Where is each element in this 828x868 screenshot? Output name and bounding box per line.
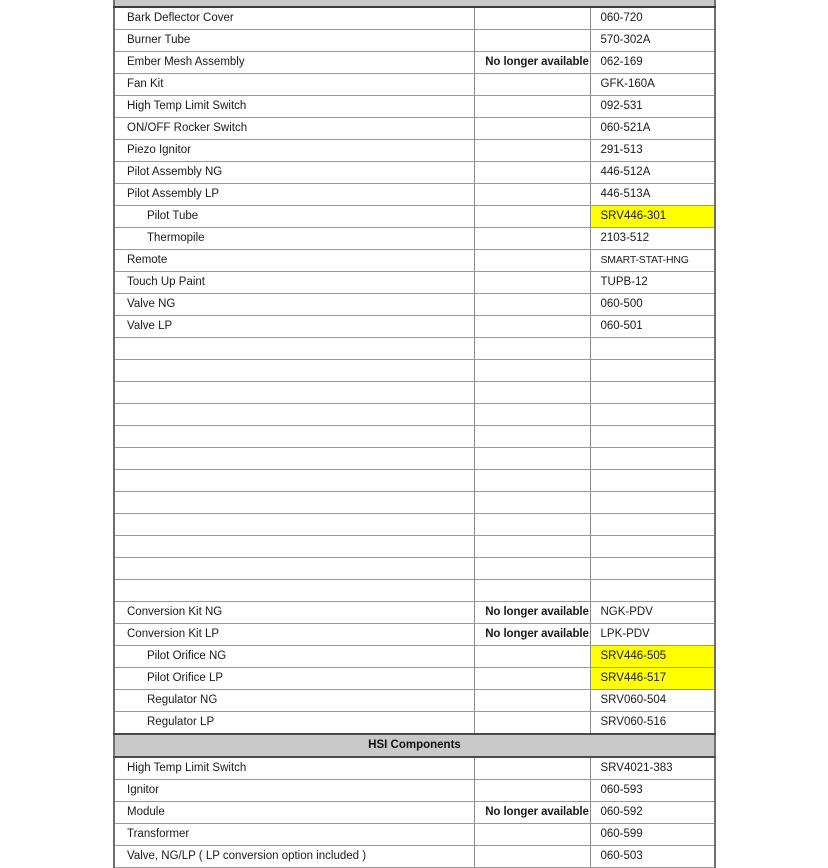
table-row	[114, 846, 715, 868]
cell-empty	[474, 536, 590, 558]
cell-description: Valve LP	[114, 316, 474, 338]
table-row	[114, 250, 715, 272]
table-row-empty	[114, 448, 715, 470]
cell-empty	[114, 536, 474, 558]
section-header-row	[114, 734, 715, 757]
parts-table-container	[113, 0, 714, 868]
cell-description: Conversion Kit LP	[114, 624, 474, 646]
cell-empty	[590, 404, 715, 426]
table-row	[114, 712, 715, 735]
cell-part-number: 446-512A	[590, 162, 715, 184]
cell-empty	[474, 514, 590, 536]
cell-empty	[590, 382, 715, 404]
table-row-empty	[114, 382, 715, 404]
cell-availability	[474, 30, 590, 52]
cell-empty	[114, 448, 474, 470]
table-row	[114, 118, 715, 140]
cell-description: Burner Tube	[114, 30, 474, 52]
cell-part-number: 062-169	[590, 52, 715, 74]
cell-part-number: SRV060-516	[590, 712, 715, 735]
cell-availability	[474, 140, 590, 162]
table-top-band-cell	[114, 0, 715, 7]
cell-availability: No longer available	[474, 52, 590, 74]
cell-part-number: 570-302A	[590, 30, 715, 52]
cell-availability	[474, 118, 590, 140]
cell-description: Touch Up Paint	[114, 272, 474, 294]
cell-part-number: 2103-512	[590, 228, 715, 250]
cell-description: High Temp Limit Switch	[114, 757, 474, 780]
cell-availability	[474, 668, 590, 690]
cell-availability	[474, 712, 590, 735]
cell-availability	[474, 206, 590, 228]
cell-empty	[474, 558, 590, 580]
cell-availability	[474, 824, 590, 846]
cell-empty	[474, 470, 590, 492]
table-row	[114, 624, 715, 646]
cell-empty	[114, 404, 474, 426]
table-row	[114, 140, 715, 162]
cell-empty	[590, 536, 715, 558]
cell-availability	[474, 780, 590, 802]
cell-part-number: SRV4021-383	[590, 757, 715, 780]
table-row	[114, 824, 715, 846]
table-row-empty	[114, 360, 715, 382]
table-row	[114, 52, 715, 74]
table-row	[114, 96, 715, 118]
cell-empty	[474, 382, 590, 404]
cell-empty	[474, 492, 590, 514]
cell-availability	[474, 184, 590, 206]
cell-empty	[114, 558, 474, 580]
table-row	[114, 668, 715, 690]
cell-empty	[590, 338, 715, 360]
cell-availability: No longer available	[474, 602, 590, 624]
cell-part-number: LPK-PDV	[590, 624, 715, 646]
parts-table-body	[114, 0, 715, 868]
cell-description: Valve NG	[114, 294, 474, 316]
table-row	[114, 74, 715, 96]
table-row	[114, 294, 715, 316]
cell-availability	[474, 846, 590, 868]
parts-table	[113, 0, 716, 868]
cell-part-number-highlighted: SRV446-301	[590, 206, 715, 228]
cell-part-number: 060-599	[590, 824, 715, 846]
cell-description: High Temp Limit Switch	[114, 96, 474, 118]
cell-empty	[114, 470, 474, 492]
table-row-empty	[114, 404, 715, 426]
table-row	[114, 30, 715, 52]
cell-availability	[474, 162, 590, 184]
cell-description: Piezo Ignitor	[114, 140, 474, 162]
cell-empty	[590, 492, 715, 514]
cell-empty	[114, 580, 474, 602]
table-row	[114, 690, 715, 712]
cell-part-number: 092-531	[590, 96, 715, 118]
cell-empty	[114, 360, 474, 382]
cell-description: Ember Mesh Assembly	[114, 52, 474, 74]
cell-empty	[474, 338, 590, 360]
table-row	[114, 206, 715, 228]
cell-part-number: SRV060-504	[590, 690, 715, 712]
cell-empty	[474, 448, 590, 470]
cell-description: Pilot Tube	[114, 206, 474, 228]
cell-empty	[474, 404, 590, 426]
table-row-empty	[114, 470, 715, 492]
cell-empty	[474, 360, 590, 382]
cell-empty	[590, 514, 715, 536]
cell-empty	[114, 492, 474, 514]
cell-empty	[590, 470, 715, 492]
cell-availability	[474, 294, 590, 316]
table-row	[114, 602, 715, 624]
cell-part-number: 060-592	[590, 802, 715, 824]
cell-empty	[114, 426, 474, 448]
cell-empty	[590, 558, 715, 580]
cell-description: Ignitor	[114, 780, 474, 802]
cell-availability: No longer available	[474, 624, 590, 646]
cell-availability	[474, 7, 590, 30]
table-row-empty	[114, 338, 715, 360]
table-row	[114, 228, 715, 250]
cell-availability	[474, 757, 590, 780]
cell-empty	[114, 338, 474, 360]
cell-part-number: 060-503	[590, 846, 715, 868]
cell-description: Pilot Assembly LP	[114, 184, 474, 206]
cell-part-number: TUPB-12	[590, 272, 715, 294]
cell-part-number: SMART-STAT-HNG	[590, 250, 715, 272]
table-row	[114, 780, 715, 802]
cell-empty	[474, 426, 590, 448]
cell-empty	[590, 360, 715, 382]
cell-part-number: 446-513A	[590, 184, 715, 206]
table-row-empty	[114, 536, 715, 558]
cell-availability	[474, 96, 590, 118]
cell-part-number: 060-720	[590, 7, 715, 30]
cell-availability	[474, 272, 590, 294]
table-row-empty	[114, 580, 715, 602]
cell-description: Module	[114, 802, 474, 824]
cell-part-number: GFK-160A	[590, 74, 715, 96]
cell-availability	[474, 690, 590, 712]
cell-availability	[474, 228, 590, 250]
cell-empty	[590, 448, 715, 470]
cell-description: Regulator LP	[114, 712, 474, 735]
table-row	[114, 757, 715, 780]
table-row-empty	[114, 558, 715, 580]
table-top-band	[114, 0, 715, 7]
cell-description: Transformer	[114, 824, 474, 846]
cell-description: Pilot Orifice NG	[114, 646, 474, 668]
cell-empty	[590, 426, 715, 448]
cell-description: Valve, NG/LP ( LP conversion option included )	[114, 846, 474, 868]
cell-availability	[474, 646, 590, 668]
cell-description: Thermopile	[114, 228, 474, 250]
cell-part-number: 060-593	[590, 780, 715, 802]
cell-description: Fan Kit	[114, 74, 474, 96]
cell-part-number: 060-501	[590, 316, 715, 338]
cell-part-number: 060-500	[590, 294, 715, 316]
cell-empty	[474, 580, 590, 602]
cell-empty	[114, 382, 474, 404]
cell-description: Pilot Orifice LP	[114, 668, 474, 690]
table-row-empty	[114, 514, 715, 536]
cell-empty	[590, 580, 715, 602]
table-row	[114, 802, 715, 824]
table-row	[114, 316, 715, 338]
cell-part-number-highlighted: SRV446-505	[590, 646, 715, 668]
cell-availability	[474, 250, 590, 272]
cell-description: Bark Deflector Cover	[114, 7, 474, 30]
table-row	[114, 184, 715, 206]
cell-availability: No longer available	[474, 802, 590, 824]
table-row-empty	[114, 426, 715, 448]
cell-availability	[474, 74, 590, 96]
cell-empty	[114, 514, 474, 536]
cell-availability	[474, 316, 590, 338]
cell-description: Conversion Kit NG	[114, 602, 474, 624]
table-row-empty	[114, 492, 715, 514]
cell-part-number: 291-513	[590, 140, 715, 162]
cell-part-number: 060-521A	[590, 118, 715, 140]
section-header-label: HSI Components	[114, 734, 715, 757]
cell-description: Remote	[114, 250, 474, 272]
table-row	[114, 162, 715, 184]
cell-part-number-highlighted: SRV446-517	[590, 668, 715, 690]
table-row	[114, 646, 715, 668]
cell-description: Regulator NG	[114, 690, 474, 712]
table-row	[114, 7, 715, 30]
cell-part-number: NGK-PDV	[590, 602, 715, 624]
cell-description: ON/OFF Rocker Switch	[114, 118, 474, 140]
cell-description: Pilot Assembly NG	[114, 162, 474, 184]
table-row	[114, 272, 715, 294]
